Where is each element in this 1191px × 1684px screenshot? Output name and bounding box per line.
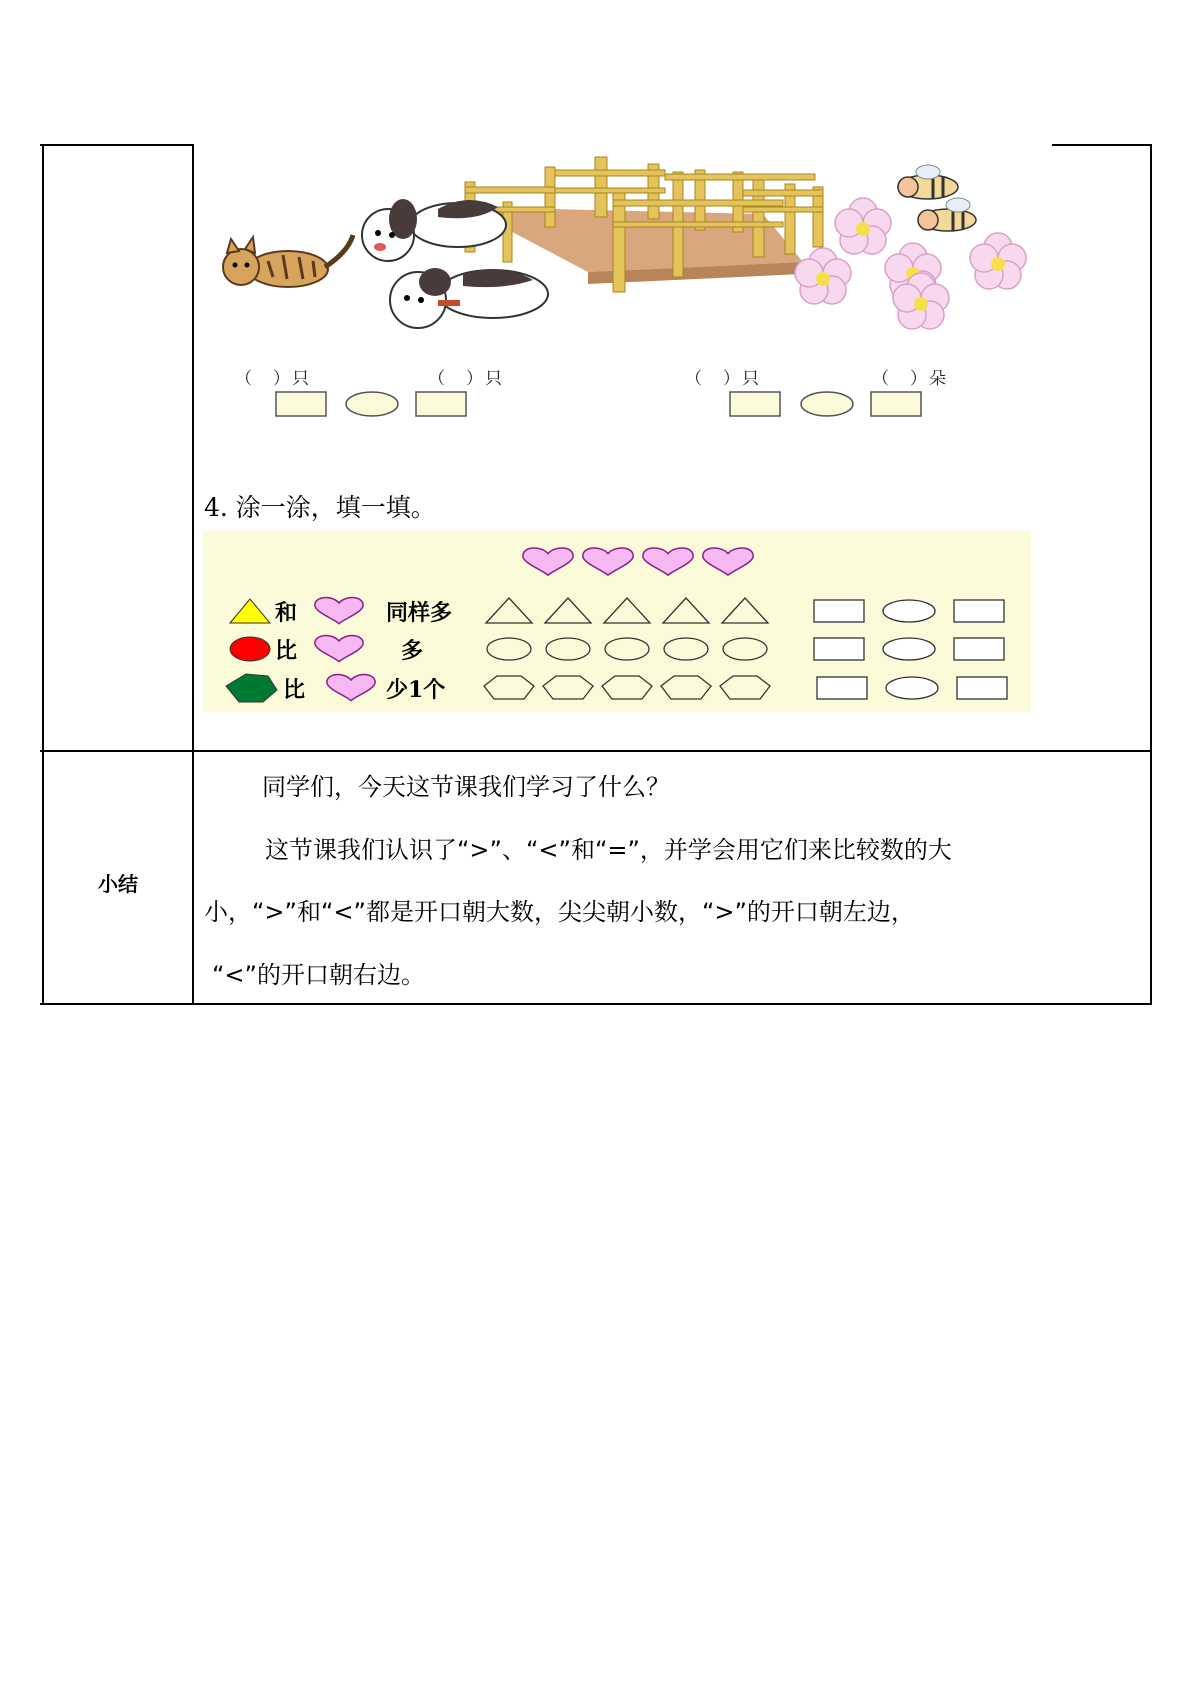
answer-box bbox=[954, 600, 1004, 622]
summary-line-4: “<”的开口朝右边。 bbox=[212, 961, 425, 989]
row-label-word2: 少1个 bbox=[386, 677, 446, 703]
answer-box bbox=[957, 677, 1007, 699]
table-bottom-border bbox=[40, 1003, 1152, 1005]
exercise4-panel bbox=[203, 531, 1031, 712]
table-row-divider bbox=[40, 750, 1152, 752]
answer-oval bbox=[883, 638, 935, 660]
outline-pentagon-icon bbox=[602, 676, 652, 699]
table-left-border bbox=[42, 144, 44, 1005]
table-top-left-border bbox=[40, 144, 193, 146]
count-label-2 bbox=[428, 364, 504, 389]
row-label-word1: 比 bbox=[275, 638, 298, 664]
answer-box-group-left bbox=[276, 392, 466, 416]
row-label-word1: 比 bbox=[283, 677, 306, 703]
summary-line-3: 小，“>”和“<”都是开口朝大数，尖尖朝小数，“>”的开口朝左边， bbox=[204, 898, 915, 926]
outline-triangle-icon bbox=[722, 598, 768, 623]
count-blank[interactable]: （ ） bbox=[235, 369, 292, 389]
answer-box bbox=[817, 677, 867, 699]
summary-line-1: 同学们，今天这节课我们学习了什么？ bbox=[262, 773, 670, 801]
flower-icon bbox=[795, 198, 1026, 329]
heart-icon bbox=[643, 548, 693, 575]
filled-triangle-icon bbox=[230, 599, 270, 623]
count-unit: 只 bbox=[292, 369, 311, 389]
outline-triangle-icon bbox=[486, 598, 532, 623]
outline-circle-icon bbox=[723, 638, 767, 660]
filled-circle-icon bbox=[230, 637, 270, 661]
count-blank[interactable]: （ ） bbox=[685, 369, 742, 389]
outline-circle-icon bbox=[487, 638, 531, 660]
answer-box-group-right bbox=[730, 392, 921, 416]
answer-oval bbox=[883, 600, 935, 622]
count-unit: 朵 bbox=[929, 369, 948, 389]
outline-circle-icon bbox=[664, 638, 708, 660]
summary-side-label: 小结 bbox=[98, 872, 138, 896]
row-label-word2: 多 bbox=[401, 638, 424, 664]
outline-pentagon-icon bbox=[484, 676, 534, 699]
answer-box bbox=[954, 638, 1004, 660]
exercise4-title: 4. 涂一涂，填一填。 bbox=[204, 493, 436, 522]
outline-pentagon-icon bbox=[720, 676, 770, 699]
exercise4-shapes bbox=[203, 531, 1031, 712]
bee-icon bbox=[918, 198, 976, 231]
heart-icon bbox=[523, 548, 573, 575]
row-label-word1: 和 bbox=[275, 600, 298, 626]
outline-pentagon-icon bbox=[543, 676, 593, 699]
count-label-3 bbox=[685, 364, 761, 389]
count-label-4 bbox=[872, 364, 948, 389]
summary-line-2: 这节课我们认识了“>”、“<”和“=”，并学会用它们来比较数的大 bbox=[265, 836, 952, 864]
row-label-word2: 同样多 bbox=[386, 600, 453, 626]
dog-icon bbox=[362, 199, 506, 261]
count-blank[interactable]: （ ） bbox=[872, 369, 929, 389]
count-unit: 只 bbox=[742, 369, 761, 389]
count-blank[interactable]: （ ） bbox=[428, 369, 485, 389]
dog-icon bbox=[390, 268, 548, 328]
bee-icon bbox=[898, 165, 958, 199]
outline-triangle-icon bbox=[545, 598, 591, 623]
filled-pentagon-icon bbox=[226, 674, 277, 702]
answer-oval bbox=[886, 677, 938, 699]
outline-triangle-icon bbox=[663, 598, 709, 623]
outline-circle-icon bbox=[546, 638, 590, 660]
heart-icon bbox=[315, 598, 363, 624]
table-top-right-border bbox=[1052, 144, 1152, 146]
outline-circle-icon bbox=[605, 638, 649, 660]
heart-icon bbox=[583, 548, 633, 575]
table-right-border bbox=[1150, 144, 1152, 1005]
outline-triangle-icon bbox=[604, 598, 650, 623]
outline-pentagon-icon bbox=[661, 676, 711, 699]
count-unit: 只 bbox=[485, 369, 504, 389]
heart-icon bbox=[327, 675, 375, 701]
cat-icon bbox=[223, 235, 353, 287]
answer-box bbox=[814, 638, 864, 660]
table-column-divider bbox=[192, 144, 194, 1005]
heart-icon bbox=[315, 636, 363, 662]
count-label-1 bbox=[235, 364, 311, 389]
heart-icon bbox=[703, 548, 753, 575]
answer-box bbox=[814, 600, 864, 622]
